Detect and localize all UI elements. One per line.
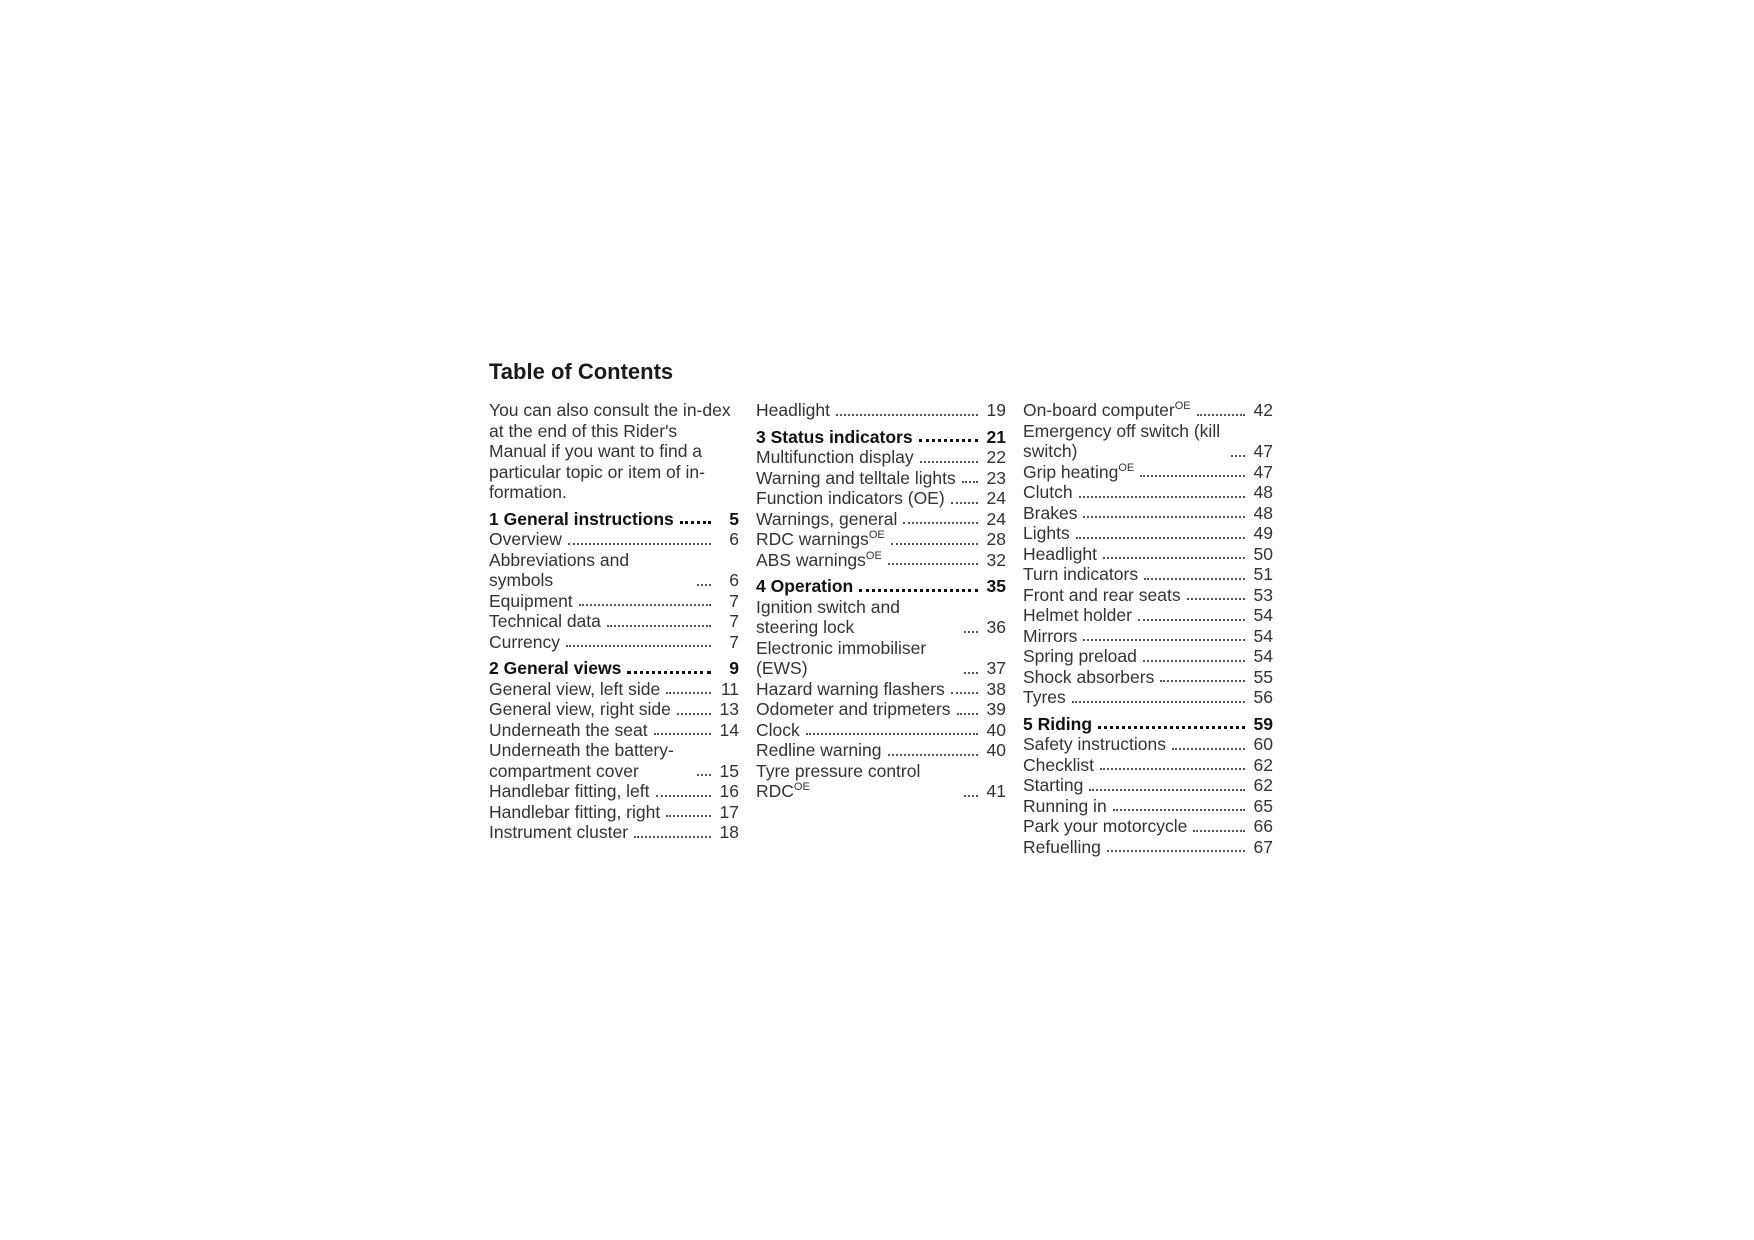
dot-leader: [1140, 475, 1245, 477]
toc-entry-title: General view, left side: [489, 678, 661, 699]
toc-entry[interactable]: [489, 740, 739, 781]
toc-entry[interactable]: [756, 529, 1006, 550]
toc-page-number: 36: [986, 617, 1006, 637]
toc-entry[interactable]: [1023, 646, 1273, 667]
dot-leader: [1076, 537, 1245, 539]
toc-entry-title: Equipment: [489, 590, 573, 611]
toc-entry[interactable]: [1023, 503, 1273, 524]
toc-entry[interactable]: [756, 761, 1006, 802]
toc-entry[interactable]: [489, 611, 739, 632]
toc-page-number: 21: [986, 426, 1006, 447]
toc-entry-title: RDC warnings: [756, 529, 869, 549]
toc-entry[interactable]: [1023, 626, 1273, 647]
toc-entry-label: [1023, 605, 1132, 626]
dot-leader: [891, 543, 978, 545]
dot-leader: [566, 645, 711, 647]
toc-entry[interactable]: [756, 509, 1006, 530]
toc-page-number: 7: [729, 611, 739, 631]
toc-column-3: [1023, 400, 1273, 857]
toc-page-number: 49: [1253, 523, 1273, 543]
toc-page-number: 38: [986, 678, 1006, 699]
optional-equipment-marker: OE: [1174, 400, 1191, 413]
toc-entry-label: [489, 591, 573, 612]
toc-page-number: 47: [1253, 461, 1273, 482]
toc-entry[interactable]: [756, 468, 1006, 489]
dot-leader: [634, 836, 711, 838]
toc-page-number: 15: [719, 760, 739, 781]
optional-equipment-marker: OE: [865, 549, 882, 562]
toc-entry-title: ABS warnings: [756, 549, 866, 570]
toc-entry-label: [489, 550, 691, 591]
toc-entry-title: Headlight: [1023, 543, 1097, 564]
toc-page-number: 11: [720, 678, 739, 699]
dot-leader: [1083, 639, 1245, 641]
toc-entry[interactable]: [489, 679, 739, 700]
toc-page-number: 55: [1253, 666, 1273, 687]
toc-entry-label: [1023, 523, 1070, 544]
dot-leader: [677, 713, 711, 715]
toc-entry-title: Abbreviations and symbols: [489, 549, 630, 590]
toc-entry-label: [489, 632, 560, 653]
toc-page-number: 6: [729, 529, 739, 549]
toc-page-number: 6: [729, 570, 739, 590]
toc-entry[interactable]: [1023, 482, 1273, 503]
toc-entry-label: [1023, 626, 1077, 647]
dot-leader: [951, 502, 978, 504]
toc-entry[interactable]: [1023, 816, 1273, 837]
dot-leader: [579, 604, 711, 606]
toc-page-number: 53: [1253, 584, 1273, 605]
toc-page-number: 51: [1253, 564, 1273, 584]
toc-entry-label: [1023, 564, 1138, 585]
toc-entry[interactable]: [489, 529, 739, 550]
toc-entry[interactable]: [1023, 605, 1273, 626]
toc-entry[interactable]: [756, 679, 1006, 700]
toc-entry-title: General view, right side: [489, 699, 671, 719]
toc-entry[interactable]: [1023, 734, 1273, 755]
toc-page-number: 7: [729, 590, 739, 611]
toc-entry-title: Refuelling: [1023, 836, 1101, 857]
dot-leader: [888, 754, 979, 756]
toc-entry-label: [1023, 755, 1094, 776]
toc-page-number: 22: [986, 447, 1006, 467]
dot-leader: [903, 522, 978, 524]
toc-page-number: 59: [1253, 713, 1273, 734]
toc-page-number: 5: [729, 508, 739, 529]
toc-page-number: 56: [1253, 687, 1273, 707]
toc-entry-title: Front and rear seats: [1023, 584, 1181, 605]
toc-entry-label: [489, 658, 621, 679]
toc-entry-title: Warning and telltale lights: [756, 467, 956, 488]
toc-entry-label: [1023, 837, 1101, 858]
toc-page-number: 9: [729, 658, 739, 678]
dot-leader: [627, 671, 711, 674]
toc-entry-label: [1023, 796, 1107, 817]
toc-page-number: 50: [1253, 543, 1273, 564]
toc-page-number: 48: [1253, 482, 1273, 502]
toc-entry-label: [756, 679, 945, 700]
toc-entry[interactable]: [756, 550, 1006, 571]
toc-entry-label: [489, 720, 648, 741]
dot-leader: [806, 733, 978, 735]
toc-entry-label: [1023, 687, 1066, 708]
toc-entry-label: [756, 638, 958, 679]
dot-leader: [951, 692, 978, 694]
toc-entry[interactable]: [1023, 421, 1273, 462]
toc-entry-title: Turn indicators: [1023, 564, 1139, 584]
dot-leader: [919, 439, 978, 442]
dot-leader: [654, 733, 711, 735]
dot-leader: [1160, 680, 1245, 682]
toc-entry[interactable]: [489, 802, 739, 823]
toc-page-number: 40: [986, 719, 1006, 740]
toc-entry-title: Park your motorcycle: [1023, 816, 1188, 836]
toc-entry-title: Lights: [1023, 523, 1070, 543]
toc-entry-title: Clock: [756, 719, 800, 740]
toc-entry-title: Warnings, general: [756, 508, 898, 529]
toc-page-number: 13: [719, 699, 739, 719]
dot-leader: [1144, 578, 1245, 580]
toc-entry-label: [1023, 714, 1092, 735]
dot-leader: [888, 563, 978, 565]
toc-entry-label: [1023, 667, 1154, 688]
toc-entry-label: [489, 740, 691, 781]
dot-leader: [1197, 414, 1245, 416]
toc-entry[interactable]: [756, 597, 1006, 638]
toc-entry-label: [1023, 482, 1073, 503]
dot-leader: [859, 589, 978, 592]
toc-entry-title: Tyres: [1023, 687, 1066, 707]
toc-entry-label: [756, 488, 945, 509]
toc-entry[interactable]: [489, 550, 739, 591]
toc-entry-label: [1023, 646, 1137, 667]
toc-entry[interactable]: [489, 781, 739, 802]
toc-page-number: 41: [986, 781, 1006, 801]
toc-entry[interactable]: [756, 447, 1006, 468]
toc-entry[interactable]: [1023, 400, 1273, 421]
toc-entry[interactable]: [756, 740, 1006, 761]
toc-entry-label: [1023, 544, 1097, 565]
toc-entry-label: [756, 509, 897, 530]
toc-entry-label: [1023, 775, 1083, 796]
toc-entry-label: [756, 468, 956, 489]
toc-page-number: 7: [729, 631, 739, 652]
toc-page-number: 18: [719, 822, 739, 842]
toc-entry-label: [489, 611, 601, 632]
toc-page-number: 24: [986, 508, 1006, 529]
toc-entry-title: 2 General views: [489, 658, 622, 678]
toc-entry-label: [756, 576, 853, 597]
optional-equipment-marker: OE: [868, 529, 885, 542]
toc-page-number: 48: [1253, 502, 1273, 523]
toc-page-number: 66: [1253, 816, 1273, 836]
toc-entry-title: Technical data: [489, 611, 601, 631]
toc-page-number: 60: [1253, 734, 1273, 754]
toc-entry-label: [489, 781, 650, 802]
toc-page-number: 42: [1253, 400, 1273, 420]
toc-entry-title: Shock absorbers: [1023, 666, 1155, 687]
toc-entry-label: [756, 550, 882, 571]
toc-page-number: 65: [1253, 795, 1273, 816]
toc-entry-label: [1023, 400, 1191, 421]
dot-leader: [1193, 830, 1245, 832]
toc-entry-title: Hazard warning flashers: [756, 678, 945, 699]
toc-entry-label: [1023, 503, 1077, 524]
toc-page-number: 47: [1253, 441, 1273, 461]
toc-entry[interactable]: [756, 720, 1006, 741]
toc-entry[interactable]: [489, 632, 739, 653]
toc-entry[interactable]: [1023, 585, 1273, 606]
dot-leader: [1172, 748, 1245, 750]
toc-page-number: 16: [719, 781, 739, 801]
toc-entry[interactable]: [1023, 544, 1273, 565]
toc-page-number: 32: [986, 549, 1006, 570]
toc-entry-label: [756, 597, 958, 638]
dot-leader: [1100, 768, 1245, 770]
toc-page-number: 37: [986, 658, 1006, 678]
toc-entry-title: Checklist: [1023, 754, 1094, 775]
toc-entry-title: 3 Status indicators: [756, 426, 913, 447]
dot-leader: [697, 774, 711, 776]
toc-entry[interactable]: [1023, 564, 1273, 585]
toc-entry-label: [1023, 816, 1187, 837]
toc-chapter-entry[interactable]: [489, 658, 739, 679]
toc-entry-title: Brakes: [1023, 502, 1078, 523]
toc-column-1: [489, 400, 739, 843]
toc-entry-label: [756, 427, 913, 448]
toc-page-number: 24: [986, 488, 1006, 508]
toc-entry-title: Tyre pressure control RDC: [756, 760, 921, 801]
dot-leader: [1113, 809, 1245, 811]
toc-entry-title: Underneath the battery-compartment cover: [489, 740, 674, 781]
toc-page-number: 39: [986, 699, 1006, 719]
toc-entry-title: Clutch: [1023, 482, 1073, 502]
toc-entry[interactable]: [1023, 667, 1273, 688]
toc-entry[interactable]: [756, 488, 1006, 509]
toc-entry-title: Mirrors: [1023, 625, 1078, 646]
dot-leader: [1143, 660, 1245, 662]
toc-entry-title: On-board computer: [1023, 400, 1175, 420]
toc-page-number: 23: [986, 467, 1006, 488]
dot-leader: [607, 625, 711, 627]
dot-leader: [1138, 619, 1245, 621]
toc-entry-label: [756, 699, 951, 720]
toc-chapter-entry[interactable]: [756, 576, 1006, 597]
page-title: Table of Contents: [489, 359, 674, 384]
toc-chapter-entry[interactable]: [489, 509, 739, 530]
dot-leader: [1098, 726, 1245, 729]
toc-entry[interactable]: [756, 699, 1006, 720]
dot-leader: [1187, 598, 1245, 600]
toc-entry-title: Odometer and tripmeters: [756, 699, 951, 719]
toc-entry-title: Handlebar fitting, left: [489, 781, 650, 801]
toc-entry[interactable]: [489, 822, 739, 843]
toc-entry-label: [756, 720, 800, 741]
toc-page-number: 54: [1253, 625, 1273, 646]
dot-leader: [964, 631, 978, 633]
toc-page-number: 35: [986, 576, 1006, 596]
dot-leader: [962, 481, 978, 483]
toc-page-number: 19: [986, 400, 1006, 420]
toc-page-number: 40: [986, 740, 1006, 760]
toc-intro: You can also consult the in-dex at the end of this Rider's Manual if you want to find a particular topic or item of in-formation.: [489, 400, 731, 502]
toc-entry-title: Ignition switch and steering lock: [756, 596, 900, 637]
toc-entry-title: Currency: [489, 631, 560, 652]
toc-page-number: 17: [719, 801, 739, 822]
toc-entry[interactable]: [489, 699, 739, 720]
dot-leader: [1089, 789, 1245, 791]
optional-equipment-marker: OE: [793, 781, 810, 794]
dot-leader: [656, 795, 711, 797]
toc-entry[interactable]: [1023, 687, 1273, 708]
toc-entry[interactable]: [756, 400, 1006, 421]
toc-column-2: [756, 400, 1006, 802]
toc-entry[interactable]: [1023, 523, 1273, 544]
toc-entry-title: Spring preload: [1023, 646, 1137, 666]
toc-entry-title: Function indicators (OE): [756, 488, 945, 508]
dot-leader: [1072, 701, 1245, 703]
toc-entry-label: [1023, 585, 1181, 606]
toc-entry-title: 4 Operation: [756, 576, 854, 596]
toc-entry-title: 1 General instructions: [489, 508, 674, 529]
toc-entry-title: Running in: [1023, 795, 1107, 816]
toc-entry[interactable]: [489, 720, 739, 741]
dot-leader: [964, 672, 978, 674]
toc-entry[interactable]: [1023, 796, 1273, 817]
toc-entry-title: Emergency off switch (kill switch): [1023, 420, 1221, 461]
toc-entry-title: Instrument cluster: [489, 822, 629, 842]
dot-leader: [666, 692, 711, 694]
dot-leader: [666, 815, 711, 817]
toc-entry-title: Redline warning: [756, 740, 882, 760]
toc-entry[interactable]: [1023, 775, 1273, 796]
toc-entry-title: 5 Riding: [1023, 713, 1093, 734]
dot-leader: [836, 414, 978, 416]
toc-entry-label: [489, 802, 660, 823]
toc-entry-title: Starting: [1023, 775, 1084, 795]
toc-entry-label: [489, 699, 671, 720]
toc-entry-title: Underneath the seat: [489, 719, 648, 740]
toc-chapter-entry[interactable]: [1023, 714, 1273, 735]
toc-entry[interactable]: [756, 638, 1006, 679]
dot-leader: [1103, 557, 1245, 559]
toc-chapter-entry[interactable]: [756, 427, 1006, 448]
toc-page-number: 54: [1253, 605, 1273, 625]
toc-entry[interactable]: [1023, 755, 1273, 776]
dot-leader: [697, 584, 711, 586]
toc-entry-title: Grip heating: [1023, 461, 1119, 482]
dot-leader: [1079, 496, 1245, 498]
dot-leader: [680, 521, 711, 524]
toc-entry-label: [489, 679, 660, 700]
toc-page-number: 62: [1253, 754, 1273, 775]
toc-entry-label: [756, 400, 830, 421]
toc-entry-label: [756, 447, 914, 468]
toc-entry-title: Headlight: [756, 400, 830, 420]
toc-entry-title: Helmet holder: [1023, 605, 1132, 625]
toc-entry-title: Overview: [489, 529, 562, 549]
dot-leader: [964, 795, 978, 797]
toc-entry-label: [489, 529, 562, 550]
toc-entry-label: [489, 509, 674, 530]
toc-entry-title: Electronic immobiliser (EWS): [756, 637, 927, 678]
dot-leader: [920, 461, 978, 463]
toc-entry-label: [756, 529, 885, 550]
toc-entry[interactable]: [1023, 837, 1273, 858]
toc-entry-title: Multifunction display: [756, 447, 914, 467]
toc-entry-label: [489, 822, 628, 843]
toc-page-number: 67: [1253, 836, 1273, 857]
toc-entry[interactable]: [489, 591, 739, 612]
optional-equipment-marker: OE: [1118, 461, 1135, 474]
dot-leader: [1083, 516, 1245, 518]
toc-entry-title: Handlebar fitting, right: [489, 801, 661, 822]
toc-page-number: 14: [719, 719, 739, 740]
dot-leader: [1231, 455, 1245, 457]
toc-page-number: 54: [1253, 646, 1273, 666]
toc-entry-label: [756, 761, 958, 802]
toc-entry-label: [1023, 462, 1134, 483]
dot-leader: [568, 543, 711, 545]
toc-page-number: 62: [1253, 775, 1273, 795]
toc-entry-title: Safety instructions: [1023, 734, 1166, 754]
dot-leader: [957, 713, 978, 715]
toc-entry-label: [1023, 421, 1225, 462]
toc-entry-label: [756, 740, 882, 761]
toc-entry-label: [1023, 734, 1166, 755]
toc-page-number: 28: [986, 529, 1006, 549]
dot-leader: [1107, 850, 1245, 852]
toc-entry[interactable]: [1023, 462, 1273, 483]
